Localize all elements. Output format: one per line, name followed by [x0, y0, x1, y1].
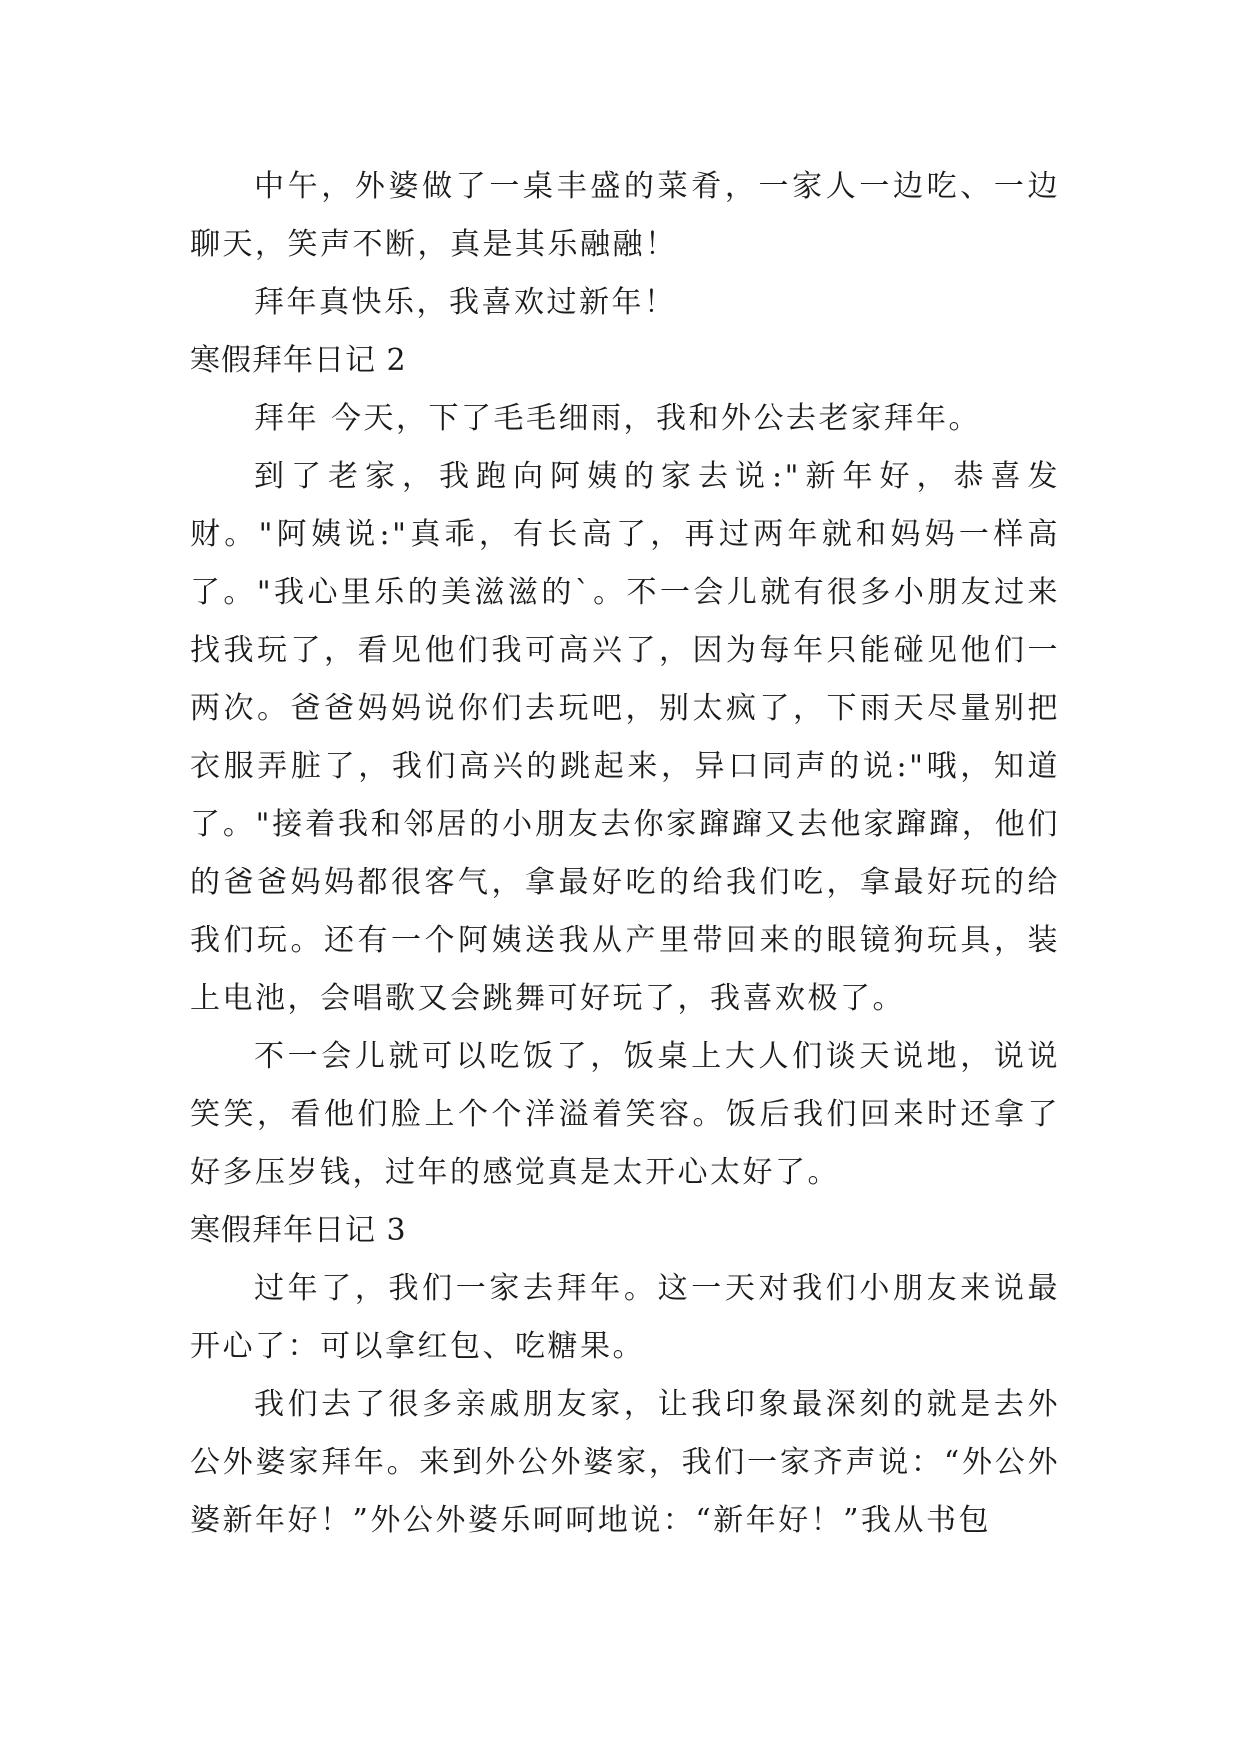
paragraph-dinner: 不一会儿就可以吃饭了，饭桌上大人们谈天说地，说说笑笑，看他们脸上个个洋溢着笑容。饭后我们回来时还拿了好多压岁钱，过年的感觉真是太开心太好了。: [190, 1039, 1060, 1190]
paragraph-grandparents: 我们去了很多亲戚朋友家，让我印象最深刻的就是去外公外婆家拜年。来到外公外婆家，我们一家齐声说：“外公外婆新年好！”外公外婆乐呵呵地说：“新年好！”我从书包: [190, 1387, 1060, 1538]
document-body: [190, 158, 1060, 1550]
heading-diary-3: 寒假拜年日记 3: [190, 1213, 407, 1248]
paragraph-lunch: 中午，外婆做了一桌丰盛的菜肴，一家人一边吃、一边聊天，笑声不断，真是其乐融融！: [190, 169, 1060, 262]
paragraph-new-year-visit: 过年了，我们一家去拜年。这一天对我们小朋友来说最开心了：可以拿红包、吃糖果。: [190, 1271, 1060, 1364]
heading-diary-2: 寒假拜年日记 2: [190, 343, 407, 378]
paragraph-drizzle: 拜年 今天，下了毛毛细雨，我和外公去老家拜年。: [254, 401, 982, 436]
paragraph-happy-new-year: 拜年真快乐，我喜欢过新年！: [254, 285, 677, 320]
paragraph-hometown: 到了老家，我跑向阿姨的家去说:"新年好，恭喜发财。"阿姨说:"真乖，有长高了，再过两年就和妈妈一样高了。"我心里乐的美滋滋的`。不一会儿就有很多小朋友过来找我玩了，看见他们我可高兴了，因为每年只能碰见他们一两次。爸爸妈妈说你们去玩吧，别太疯了，下雨天尽量别把衣服弄脏了，我们高兴的跳起来，异口同声的说:"哦，知道了。"接着我和邻居的小朋友去你家蹿蹿又去他家蹿蹿，他们的爸爸妈妈都很客气，拿最好吃的给我们吃，拿最好玩的给我们玩。还有一个阿姨送我从产里带回来的眼镜狗玩具，装上电池，会唱歌又会跳舞可好玩了，我喜欢极了。: [190, 459, 1060, 1016]
